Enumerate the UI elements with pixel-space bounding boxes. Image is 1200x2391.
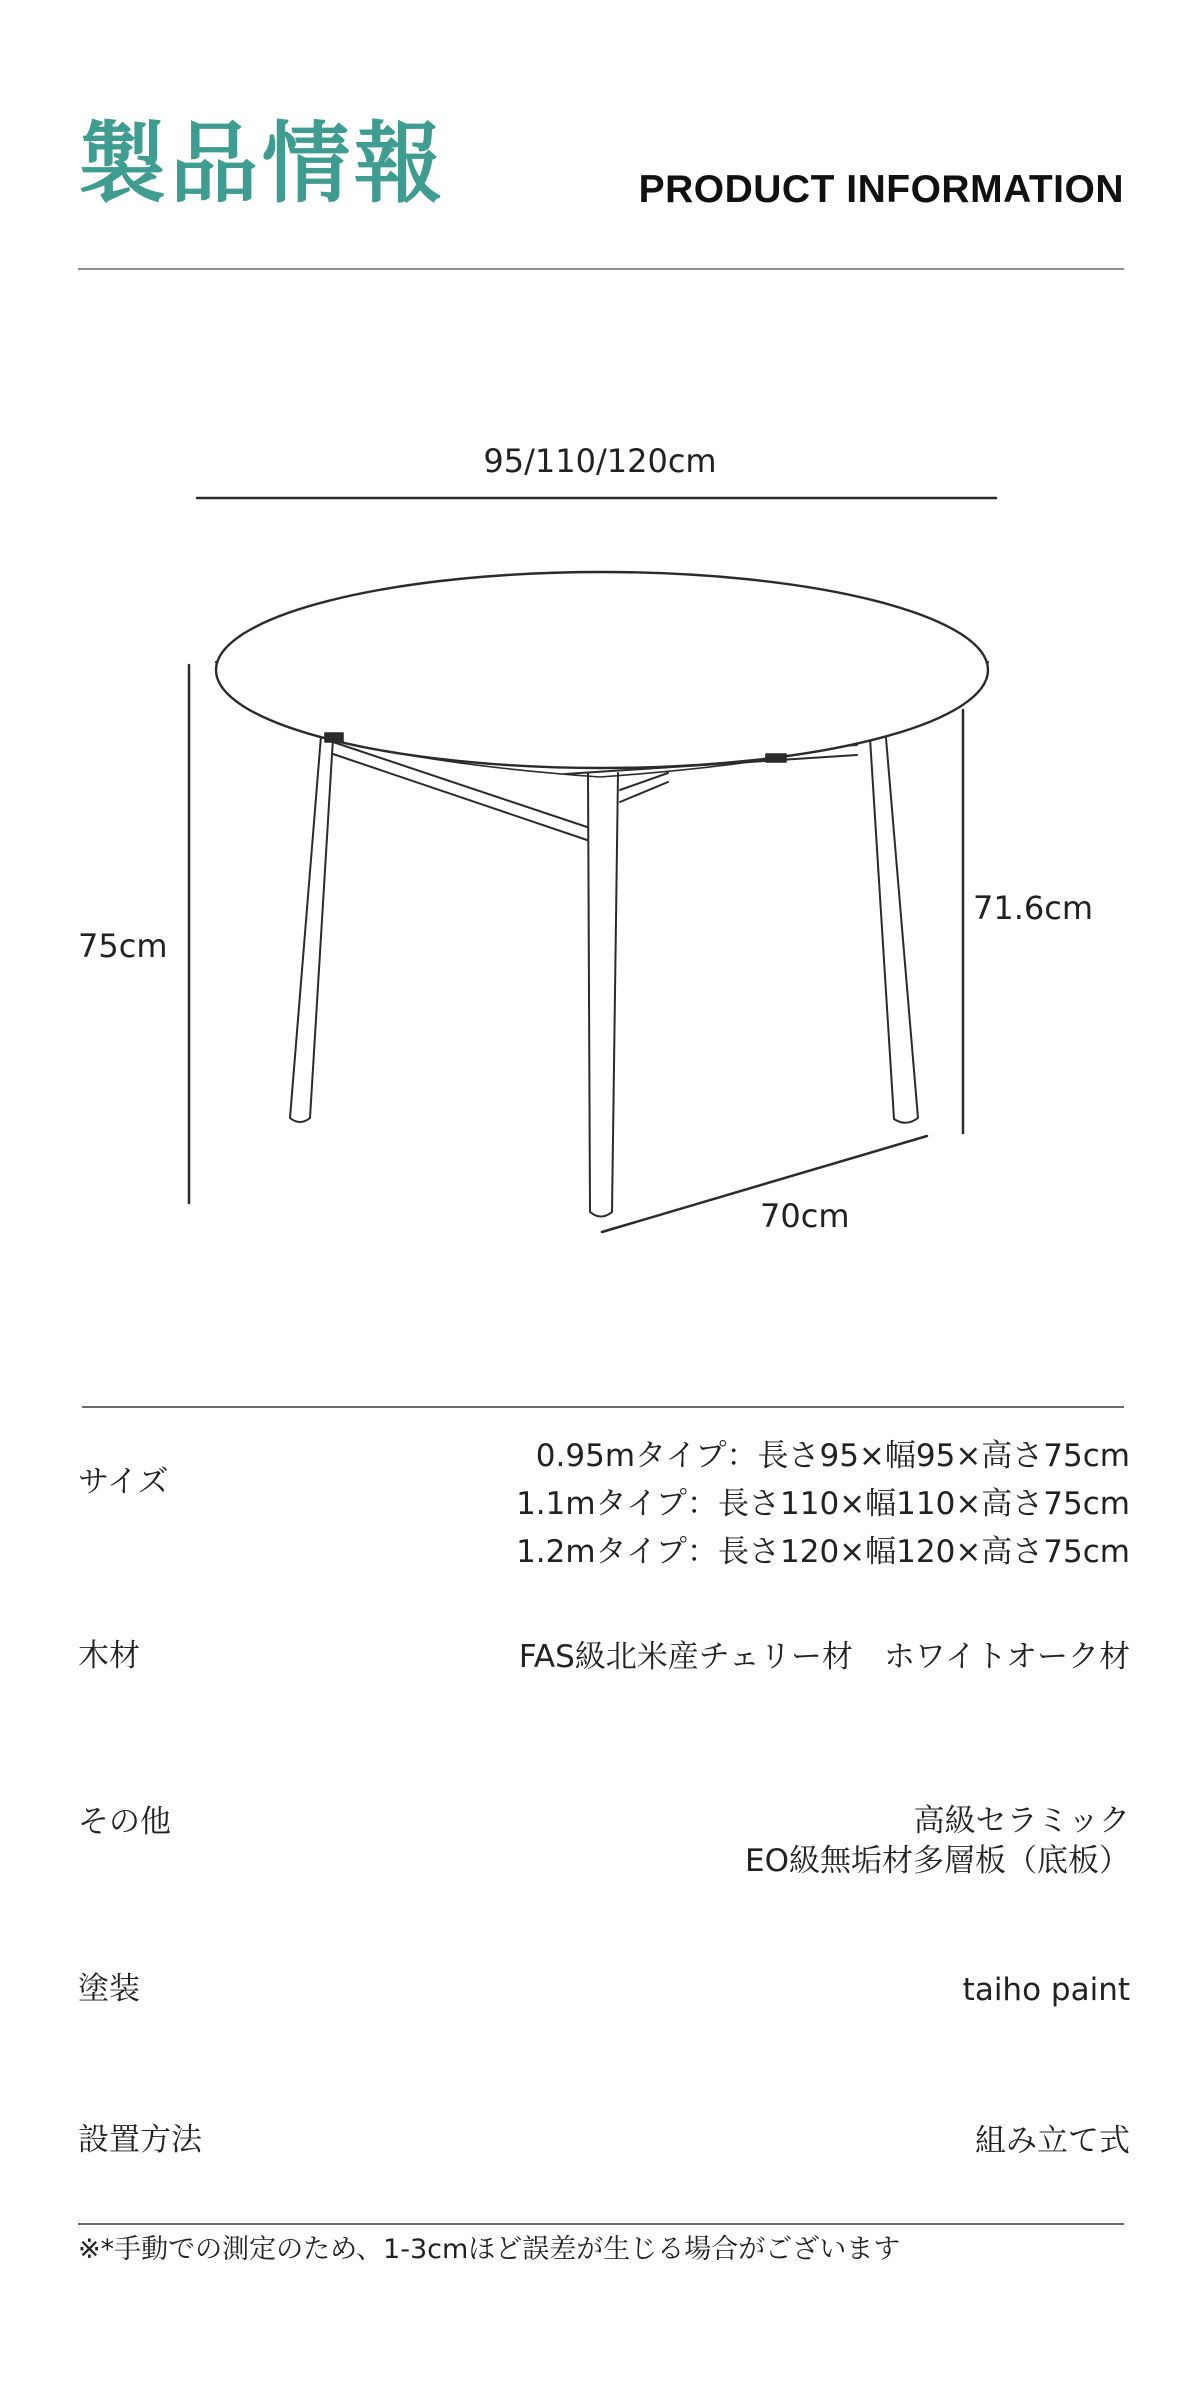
- spec-value: FAS級北米産チェリー材 ホワイトオーク材: [518, 1639, 1130, 1675]
- spec-value: taiho paint: [962, 1972, 1130, 2008]
- spec-divider: [82, 1406, 1124, 1408]
- spec-value: EO級無垢材多層板（底板）: [745, 1843, 1130, 1879]
- table-diagram: [0, 400, 1200, 1280]
- spec-values-install: [975, 2117, 1130, 2165]
- left-leg: [290, 736, 333, 1122]
- spec-row-finish: [78, 1966, 1130, 2016]
- spec-values-wood: [519, 1633, 1130, 1681]
- spec-value: 高級セラミック: [913, 1803, 1130, 1839]
- height-outer-label: 75cm: [78, 927, 168, 965]
- page-subtitle: PRODUCT INFORMATION: [638, 168, 1124, 211]
- left-bracket: [325, 733, 343, 742]
- spec-label-install: 設置方法: [78, 2122, 202, 2158]
- page-title: 製品情報: [78, 112, 447, 215]
- spec-value: 0.95mタイプ：長さ95×幅95×高さ75cm: [535, 1438, 1130, 1474]
- spec-row-wood: [78, 1633, 1130, 1683]
- footnote-divider: [78, 2223, 1124, 2225]
- spec-value: 1.1mタイプ：長さ110×幅110×高さ75cm: [516, 1486, 1130, 1522]
- header-divider: [78, 268, 1124, 270]
- right-bracket: [766, 754, 786, 762]
- measurement-footnote: ※*手動での測定のため、1-3cmほど誤差が生じる場合がございます: [78, 2234, 901, 2265]
- spec-label-finish: 塗装: [78, 1971, 140, 2007]
- table-drawing: [0, 400, 1200, 1280]
- right-leg: [870, 738, 918, 1123]
- spec-values-other: [745, 1801, 1130, 1881]
- spec-row-size: [78, 1432, 1130, 1582]
- height-inner-label: 71.6cm: [973, 889, 1094, 927]
- spec-value: 組み立て式: [975, 2123, 1130, 2159]
- spec-value: 1.2mタイプ：長さ120×幅120×高さ75cm: [516, 1534, 1130, 1570]
- front-apron: [620, 773, 668, 802]
- front-leg: [588, 773, 618, 1217]
- spec-row-install: [78, 2117, 1130, 2167]
- spec-row-other: [78, 1801, 1130, 1891]
- width-label: 95/110/120cm: [483, 442, 717, 480]
- spec-label-size: サイズ: [78, 1464, 169, 1500]
- depth-label: 70cm: [760, 1197, 850, 1235]
- spec-values-size: [516, 1432, 1130, 1576]
- spec-label-other: その他: [78, 1804, 171, 1840]
- spec-values-finish: [963, 1966, 1130, 2014]
- spec-label-wood: 木材: [78, 1638, 140, 1674]
